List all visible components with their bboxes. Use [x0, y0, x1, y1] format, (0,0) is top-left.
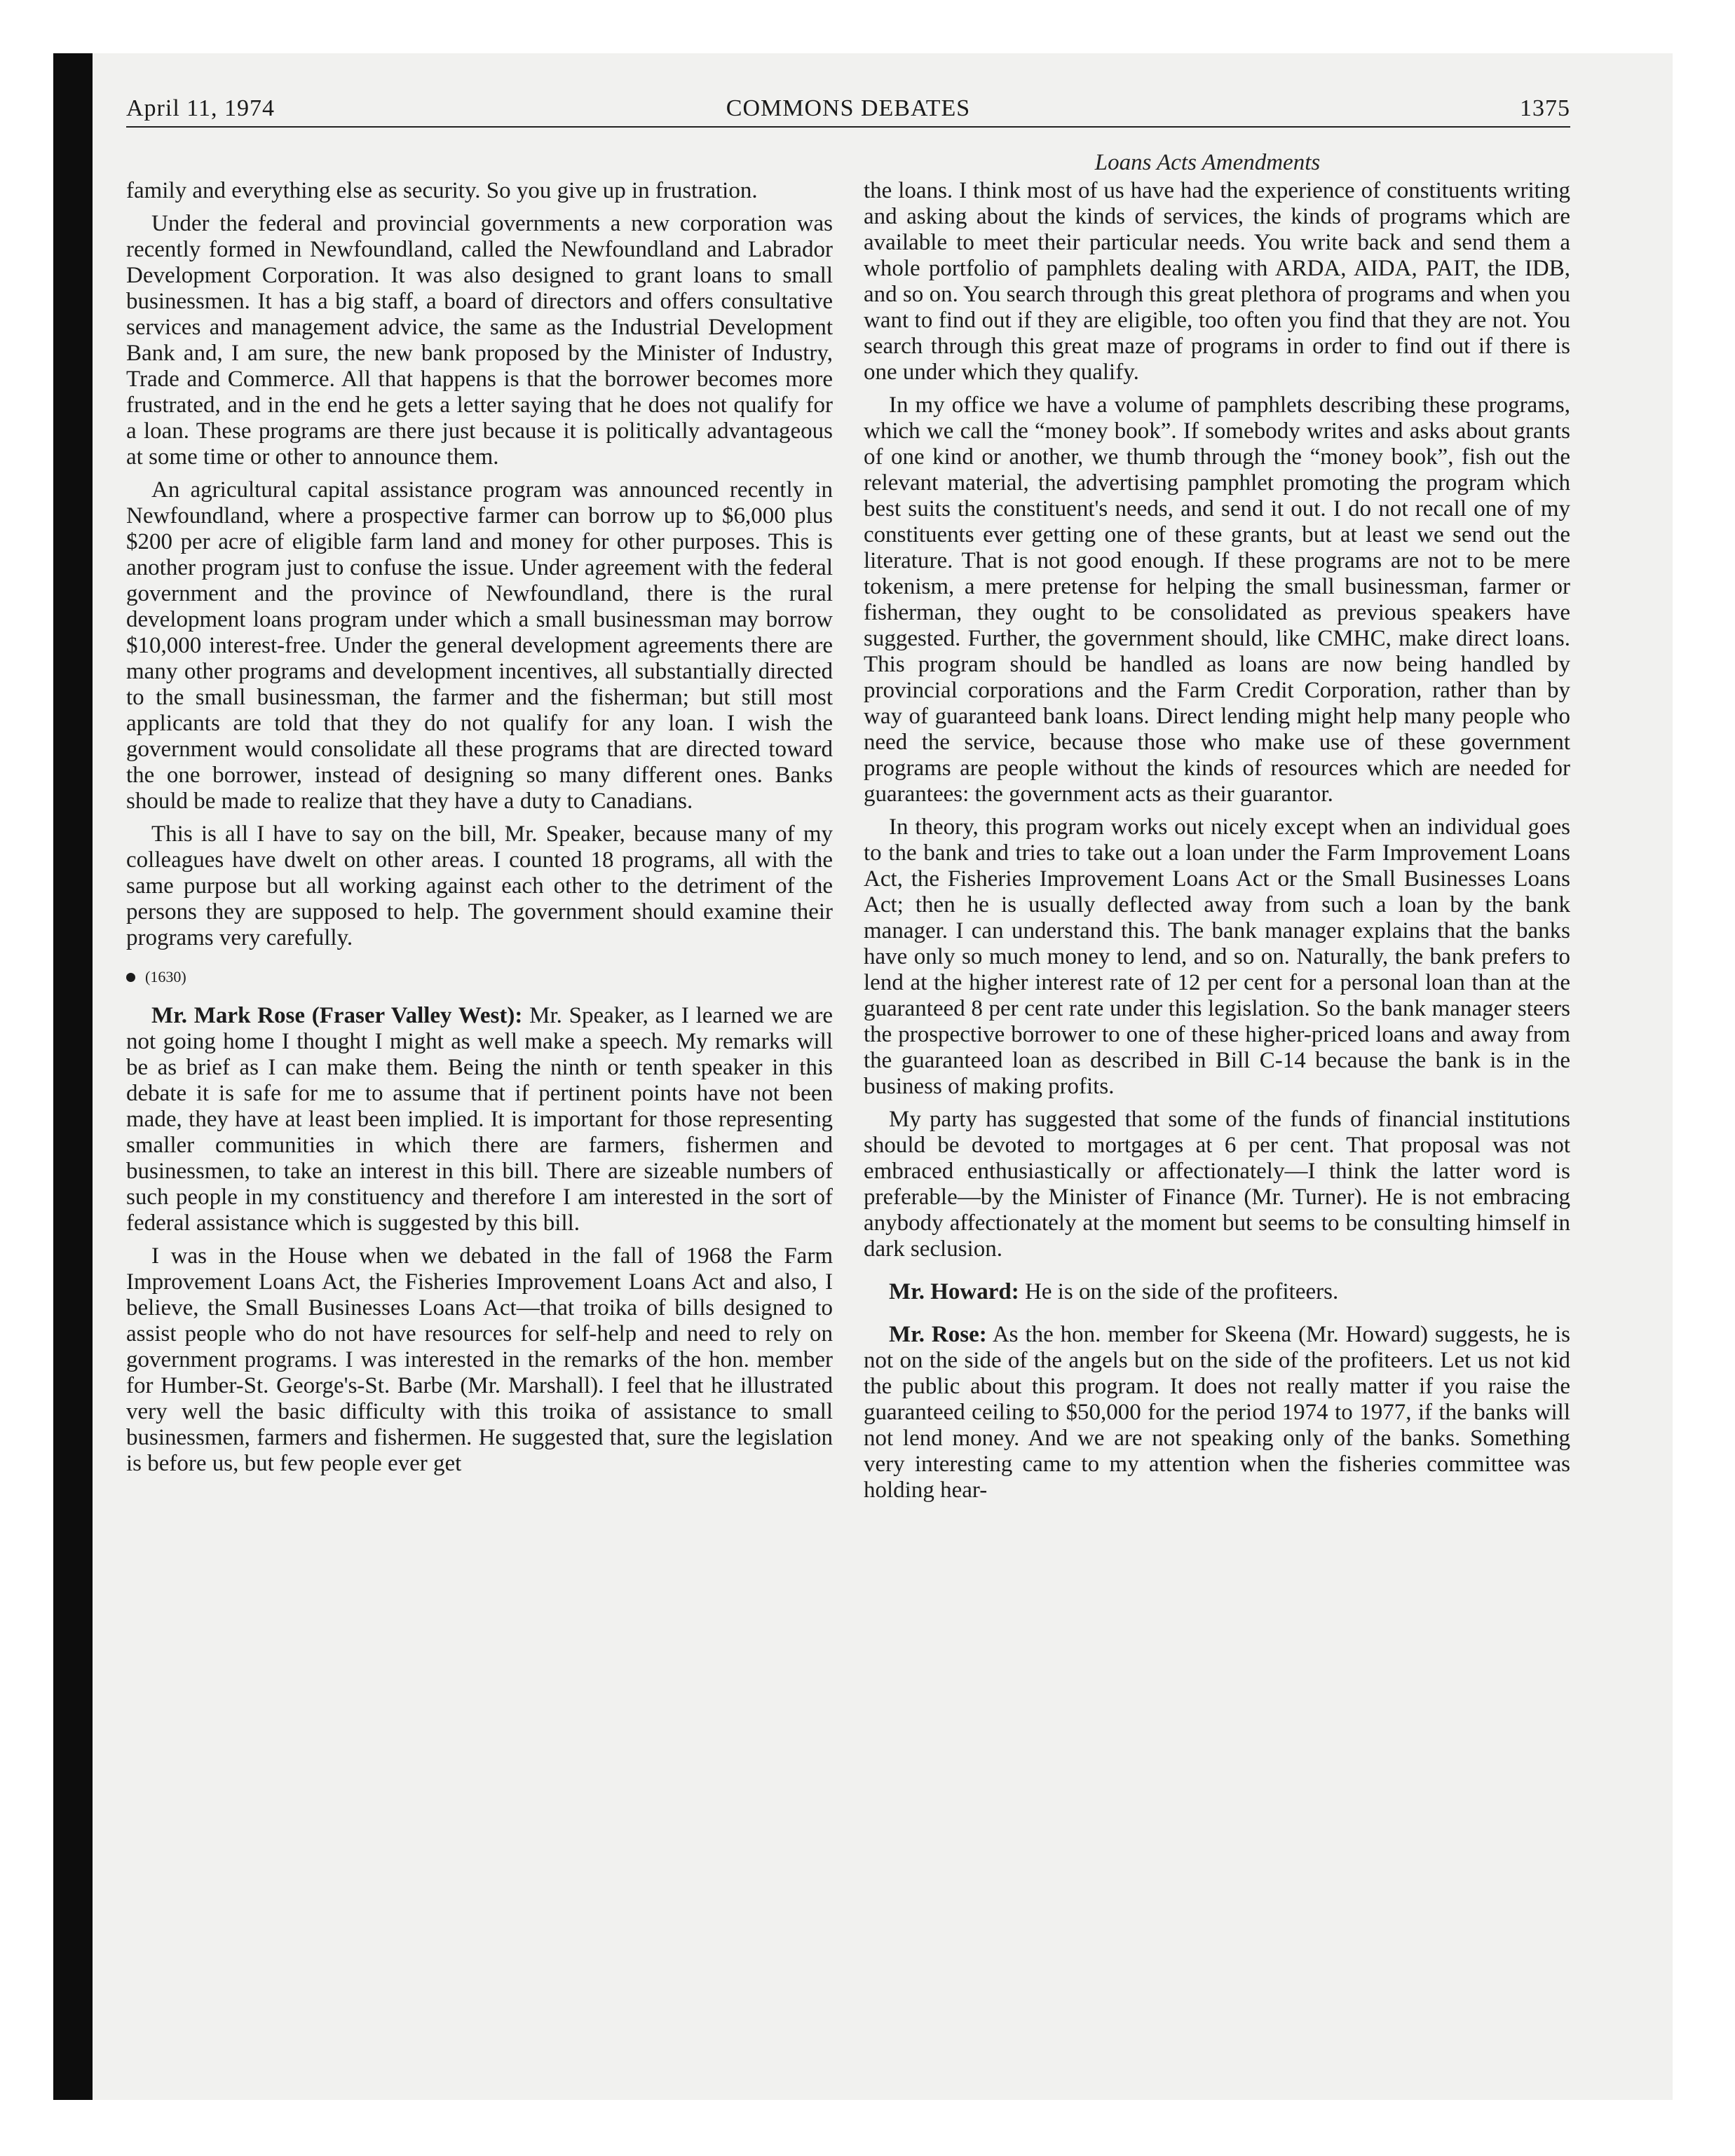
left-column	[126, 178, 833, 1484]
paragraph: An agricultural capital assistance program was announced recently in Newfoundland, where a prospective farmer can borrow up to $6,000 plus $200 per acre of eligible farm land and money for other purposes. This is another program just to confuse the issue. Under agreement with the federal government and the province of Newfoundland, there is the rural development loans program under which a small businessman may borrow $10,000 interest-free. Under the general development agreements there are many other programs and development incentives, all substantially directed to the small businessman, the farmer and the fisherman; but still most applicants are told that they do not qualify for any loan. I wish the government would consolidate all these programs that are directed toward the one borrower, instead of designing so many different ones. Banks should be made to realize that they have a duty to Canadians.	[126, 477, 833, 814]
speech-paragraph	[864, 1322, 1570, 1503]
bullet-icon	[126, 973, 135, 982]
scan-edge-shadow	[53, 53, 93, 2100]
page-header	[126, 93, 1570, 128]
paragraph: My party has suggested that some of the funds of financial institutions should be devoted to mortgages at 6 per cent. That proposal was not embraced enthusiastically or affectionately—I think the latter word is preferable—by the Minister of Finance (Mr. Turner). He is not embracing anybody affectionately at the moment but seems to be consulting himself in dark seclusion.	[864, 1107, 1570, 1262]
paragraph: family and everything else as security. So you give up in frustration.	[126, 178, 758, 203]
paragraph: I was in the House when we debated in the fall of 1968 the Farm Improvement Loans Act, the Fisheries Improvement Loans Act and also, I believe, the Small Businesses Loans Act—that troika of bills designed to assist people who do not have resources for self-help and need to rely on government programs. I was interested in the remarks of the hon. member for Humber-St. George's-St. Barbe (Mr. Marshall). I feel that he illustrated very well the basic difficulty with this troika of assistance to small businessmen, farmers and fishermen. He suggested that, sure the legislation is before us, but few people ever get	[126, 1243, 833, 1476]
speech-text: He is on the side of the profiteers.	[1019, 1279, 1339, 1304]
speaker-name: Mr. Rose:	[889, 1322, 987, 1347]
speech-text: Mr. Speaker, as I learned we are not going home I thought I might as well make a speech. My remarks will be as brief as I can make them. Being the ninth or tenth speaker in this debate it is safe for me to assume that if pertinent points have not been made, they have at least been implied. It is important for those representing smaller communities in which there are farmers, fishermen and businessmen, to take an interest in this bill. There are sizeable numbers of such people in my constituency and therefore I am interested in the sort of federal assistance which is suggested by this bill.	[126, 1003, 834, 1236]
paragraph: the loans. I think most of us have had the experience of constituents writing and asking about the kinds of services, the kinds of programs which are available to meet their particular needs. You write back and send them a whole portfolio of pamphlets dealing with ARDA, AIDA, PAIT, the IDB, and so on. You search through this great plethora of programs and when you want to find out if they are eligible, too often you find that they are not. You search through this great maze of programs in order to find out if there is one under which they qualify.	[864, 178, 1570, 385]
paragraph: This is all I have to say on the bill, Mr. Speaker, because many of my colleagues have dwelt on other areas. I counted 18 programs, all with the same purpose but all working against each other to the detriment of the persons they are supposed to help. The government should examine their programs very carefully.	[126, 821, 833, 950]
time-marker-label: (1630)	[145, 968, 186, 985]
paragraph: In my office we have a volume of pamphlets describing these programs, which we call the “money book”. If somebody writes and asks about grants of one kind or another, we thumb through the “money book”, fish out the relevant material, the advertising pamphlet promoting the program which best suits the constituent's needs, and send it out. I do not recall one of my constituents ever getting one of these grants, but at least we send out the literature. That is not good enough. If these programs are not to be mere tokenism, a mere pretense for helping the small businessman, farmer or fisherman, they ought to be consolidated as previous speakers have suggested. Further, the government should, like CMHC, make direct loans. This program should be handled as loans are now being handled by provincial corporations and the Farm Credit Corporation, rather than by way of guaranteed bank loans. Direct lending might help many people who need the service, because those who make use of these government programs are people without the kinds of resources which are needed for guarantees: the government acts as their guarantor.	[864, 393, 1570, 807]
speech-paragraph	[126, 1003, 833, 1236]
speech-paragraph	[864, 1279, 1570, 1305]
section-title: Loans Acts Amendments	[1094, 150, 1321, 175]
header-date: April 11, 1974	[126, 95, 275, 121]
speaker-name: Mr. Mark Rose (Fraser Valley West):	[151, 1003, 523, 1028]
paragraph: Under the federal and provincial governments a new corporation was recently formed in Newfoundland, called the Newfoundland and Labrador Development Corporation. It was also designed to grant loans to small businessmen. It has a big staff, a board of directors and offers consultative services and management advice, the same as the Industrial Development Bank and, I am sure, the new bank proposed by the Minister of Industry, Trade and Commerce. All that happens is that the borrower becomes more frustrated, and in the end he gets a letter saying that he does not qualify for a loan. These programs are there just because it is politically advantageous at some time or other to announce them.	[126, 211, 833, 470]
right-column	[864, 178, 1570, 1510]
header-page-number: 1375	[1520, 95, 1570, 121]
header-title: COMMONS DEBATES	[726, 95, 971, 121]
speaker-name: Mr. Howard:	[889, 1279, 1019, 1304]
time-marker	[126, 967, 833, 988]
paragraph: In theory, this program works out nicely except when an individual goes to the bank and tries to take out a loan under the Farm Improvement Loans Act, the Fisheries Improvement Loans Act or the Small Businesses Loans Act; then he is usually deflected away from such a loan by the bank manager. I can understand this. The bank manager explains that the banks have only so much money to lend, and so on. Naturally, the bank prefers to lend at the higher interest rate of 12 per cent for a personal loan than at the guaranteed 8 per cent rate under this legislation. So the bank manager steers the prospective borrower to one of these higher-priced loans and away from the guaranteed loan as described in Bill C-14 because the bank is in the business of making profits.	[864, 814, 1570, 1099]
speech-text: As the hon. member for Skeena (Mr. Howard) suggests, he is not on the side of the angels but on the side of the profiteers. Let us not kid the public about this program. It does not really matter if you raise the guaranteed ceiling to $50,000 for the period 1974 to 1977, if the banks will not lend money. And we are not speaking only of the banks. Something very interesting came to my attention when the fisheries committee was holding hear-	[864, 1322, 1570, 1503]
